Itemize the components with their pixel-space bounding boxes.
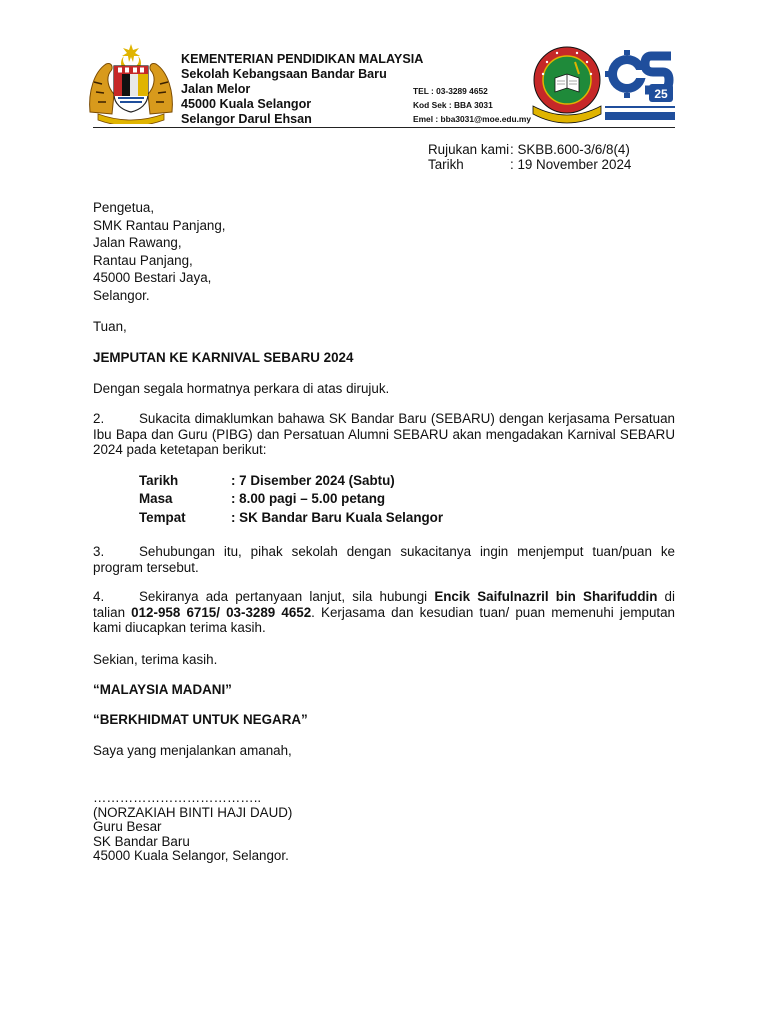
letterhead-divider xyxy=(93,127,675,128)
letterhead-school-info xyxy=(181,52,431,127)
salutation: Tuan, xyxy=(93,319,127,334)
event-detail-value: : SK Bandar Baru Kuala Selangor xyxy=(231,509,444,525)
school-state: Selangor Darul Ehsan xyxy=(181,112,312,126)
school-email: Emel : bba3031@moe.edu.my xyxy=(413,114,532,124)
signature-dots: ……………………………….. xyxy=(93,790,262,805)
event-detail-row xyxy=(139,472,539,490)
recipient-address xyxy=(93,199,393,305)
paragraph-1: Dengan segala hormatnya perkara di atas dirujuk. xyxy=(93,381,390,396)
recipient-line: Selangor. xyxy=(93,287,150,303)
school-emblem-icon xyxy=(529,44,605,124)
trust-line: Saya yang menjalankan amanah, xyxy=(93,743,292,758)
paragraph-2 xyxy=(93,411,675,458)
event-detail-value: : 7 Disember 2024 (Sabtu) xyxy=(231,473,395,488)
letter-subject: JEMPUTAN KE KARNIVAL SEBARU 2024 xyxy=(93,350,354,365)
cs-25-badge-icon xyxy=(605,46,675,124)
event-detail-label: Tarikh xyxy=(139,473,179,488)
event-details xyxy=(139,472,539,527)
reference-block xyxy=(428,142,688,172)
signatory-title: Guru Besar xyxy=(93,819,162,835)
event-detail-row xyxy=(139,490,539,508)
paragraph-3-number: 3. xyxy=(93,544,105,559)
paragraph-2-text: Sukacita dimaklumkan bahawa SK Bandar Baru (SEBARU) dengan kerjasama Persatuan Ibu Bapa dan Guru (PIBG) dan Persatuan Alumni SEBARU akan mengadakan Karnival SEBARU 2024 pada ketetapan berikut: xyxy=(93,411,675,458)
reference-value: : SKBB.600-3/6/8(4) xyxy=(510,142,630,157)
signatory-name: (NORZAKIAH BINTI HAJI DAUD) xyxy=(93,804,293,820)
paragraph-3 xyxy=(93,544,675,575)
contact-person: Encik Saifulnazril bin Sharifuddin xyxy=(434,589,658,604)
recipient-line: SMK Rantau Panjang, xyxy=(93,217,226,233)
school-name: Sekolah Kebangsaan Bandar Baru xyxy=(181,67,387,81)
contact-phone: 012-958 6715/ 03-3289 4652 xyxy=(131,604,312,620)
recipient-line: Rantau Panjang, xyxy=(93,252,193,268)
paragraph-4-text-b: di talian xyxy=(93,589,675,620)
malaysia-coat-of-arms-icon xyxy=(84,42,178,124)
paragraph-4-text-a: Sekiranya ada pertanyaan lanjut, sila hubungi xyxy=(139,589,435,604)
signature-block xyxy=(93,791,413,864)
event-detail-row xyxy=(139,509,539,527)
badge-number: 25 xyxy=(654,87,668,101)
reference-row xyxy=(428,142,688,157)
closing-line: Sekian, terima kasih. xyxy=(93,652,218,667)
date-value: : 19 November 2024 xyxy=(510,157,632,172)
school-code: Kod Sek : BBA 3031 xyxy=(413,100,493,110)
slogan-berkhidmat: “BERKHIDMAT UNTUK NEGARA” xyxy=(93,712,308,727)
reference-label: Rujukan kami xyxy=(428,142,510,157)
paragraph-3-text: Sehubungan itu, pihak sekolah dengan sukacitanya ingin menjemput tuan/puan ke program tersebut. xyxy=(93,544,675,575)
paragraph-4-text-c: . Kerjasama dan kesudian tuan/ puan memenuhi jemputan kami diucapkan terima kasih. xyxy=(93,604,676,636)
slogan-malaysia-madani: “MALAYSIA MADANI” xyxy=(93,682,232,697)
school-street: Jalan Melor xyxy=(181,82,251,96)
recipient-line: Pengetua, xyxy=(93,200,155,215)
school-postcode-city: 45000 Kuala Selangor xyxy=(181,97,312,111)
date-label: Tarikh xyxy=(428,157,464,172)
recipient-line: 45000 Bestari Jaya, xyxy=(93,270,212,286)
paragraph-2-number: 2. xyxy=(93,411,105,426)
paragraph-4 xyxy=(93,589,675,636)
event-detail-value: : 8.00 pagi – 5.00 petang xyxy=(231,491,386,507)
event-detail-label: Masa xyxy=(139,491,173,507)
school-tel: TEL : 03-3289 4652 xyxy=(413,86,488,96)
paragraph-4-number: 4. xyxy=(93,589,105,604)
event-detail-label: Tempat xyxy=(139,509,186,525)
signatory-school: SK Bandar Baru xyxy=(93,833,190,849)
ministry-name: KEMENTERIAN PENDIDIKAN MALAYSIA xyxy=(181,52,424,66)
recipient-line: Jalan Rawang, xyxy=(93,235,182,251)
date-row xyxy=(428,157,688,172)
signatory-address: 45000 Kuala Selangor, Selangor. xyxy=(93,848,289,864)
